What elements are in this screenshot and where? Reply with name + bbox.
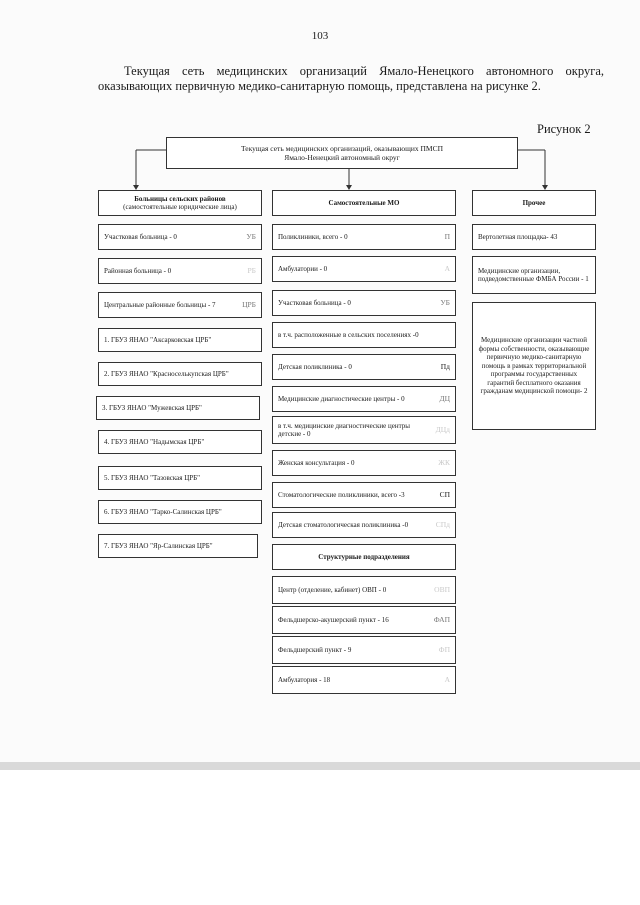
col1-item: 1. ГБУЗ ЯНАО "Аксарковская ЦРБ" [98,328,262,352]
col2-item: в т.ч. медицинские диагностические центры детские - 0 ДЦд [272,416,456,444]
figure-label: Рисунок 2 [537,122,591,136]
col1-header [98,190,262,216]
col3-header: Прочее [472,190,596,216]
col2-sub-item: Фельдшерский пункт - 9 ФП [272,636,456,664]
col2-header: Самостоятельные МО [272,190,456,216]
diagram-root-box [166,137,518,169]
col1-item: 2. ГБУЗ ЯНАО "Красноселькупская ЦРБ" [98,362,262,386]
col2-item: Женская консультация - 0 ЖК [272,450,456,476]
col2-subheader: Структурные подразделения [272,544,456,570]
col2-item: Стоматологические поликлиники, всего -3 СП [272,482,456,508]
col3-item: Вертолетная площадка- 43 [472,224,596,250]
col2-sub-item: Центр (отделение, кабинет) ОВП - 0 ОВП [272,576,456,604]
col3-item: Медицинские организации частной формы собственности, оказывающие первичную медико-санитарную помощь в рамках территориальной программы государственных гарантий бесплатного оказания гражданам медицинской помощи- 2 [472,302,596,430]
col2-sub-item: Фельдшерско-акушерский пункт - 16 ФАП [272,606,456,634]
col1-item: 6. ГБУЗ ЯНАО "Тарко-Салинская ЦРБ" [98,500,262,524]
col2-item: Детская поликлиника - 0 Пд [272,354,456,380]
col2-item: Амбулатории - 0 А [272,256,456,282]
col1-item: Участковая больница - 0 УБ [98,224,262,250]
root-line-2: Ямало-Ненецкий автономный округ [284,153,400,162]
col1-item: 4. ГБУЗ ЯНАО "Надымская ЦРБ" [98,430,262,454]
col3-item: Медицинские организации, подведомственные ФМБА России - 1 [472,256,596,294]
col1-header-subtitle: (самостоятельные юридические лица) [123,203,237,211]
root-line-1: Текущая сеть медицинских организаций, оказывающих ПМСП [240,144,444,153]
col1-item: Районная больница - 0 РБ [98,258,262,284]
col2-item: в т.ч. расположенные в сельских поселениях -0 [272,322,456,348]
col2-item: Поликлиники, всего - 0 П [272,224,456,250]
col2-item: Участковая больница - 0 УБ [272,290,456,316]
intro-paragraph: Текущая сеть медицинских организаций Ямало-Ненецкого автономного округа, оказывающих первичную медико-санитарную помощь, представлена на рисунке 2. [98,64,604,93]
col1-header-title: Больницы сельских районов [134,194,226,203]
col1-item: 5. ГБУЗ ЯНАО "Тазовская ЦРБ" [98,466,262,490]
col1-item: Центральные районные больницы - 7 ЦРБ [98,292,262,318]
col2-item: Детская стоматологическая поликлиника -0 СПд [272,512,456,538]
col1-item: 7. ГБУЗ ЯНАО "Яр-Салинская ЦРБ" [98,534,258,558]
col2-sub-item: Амбулатория - 18 А [272,666,456,694]
col2-item: Медицинские диагностические центры - 0 ДЦ [272,386,456,412]
page-number: 103 [311,30,329,42]
col1-item: 3. ГБУЗ ЯНАО "Мужевская ЦРБ" [96,396,260,420]
